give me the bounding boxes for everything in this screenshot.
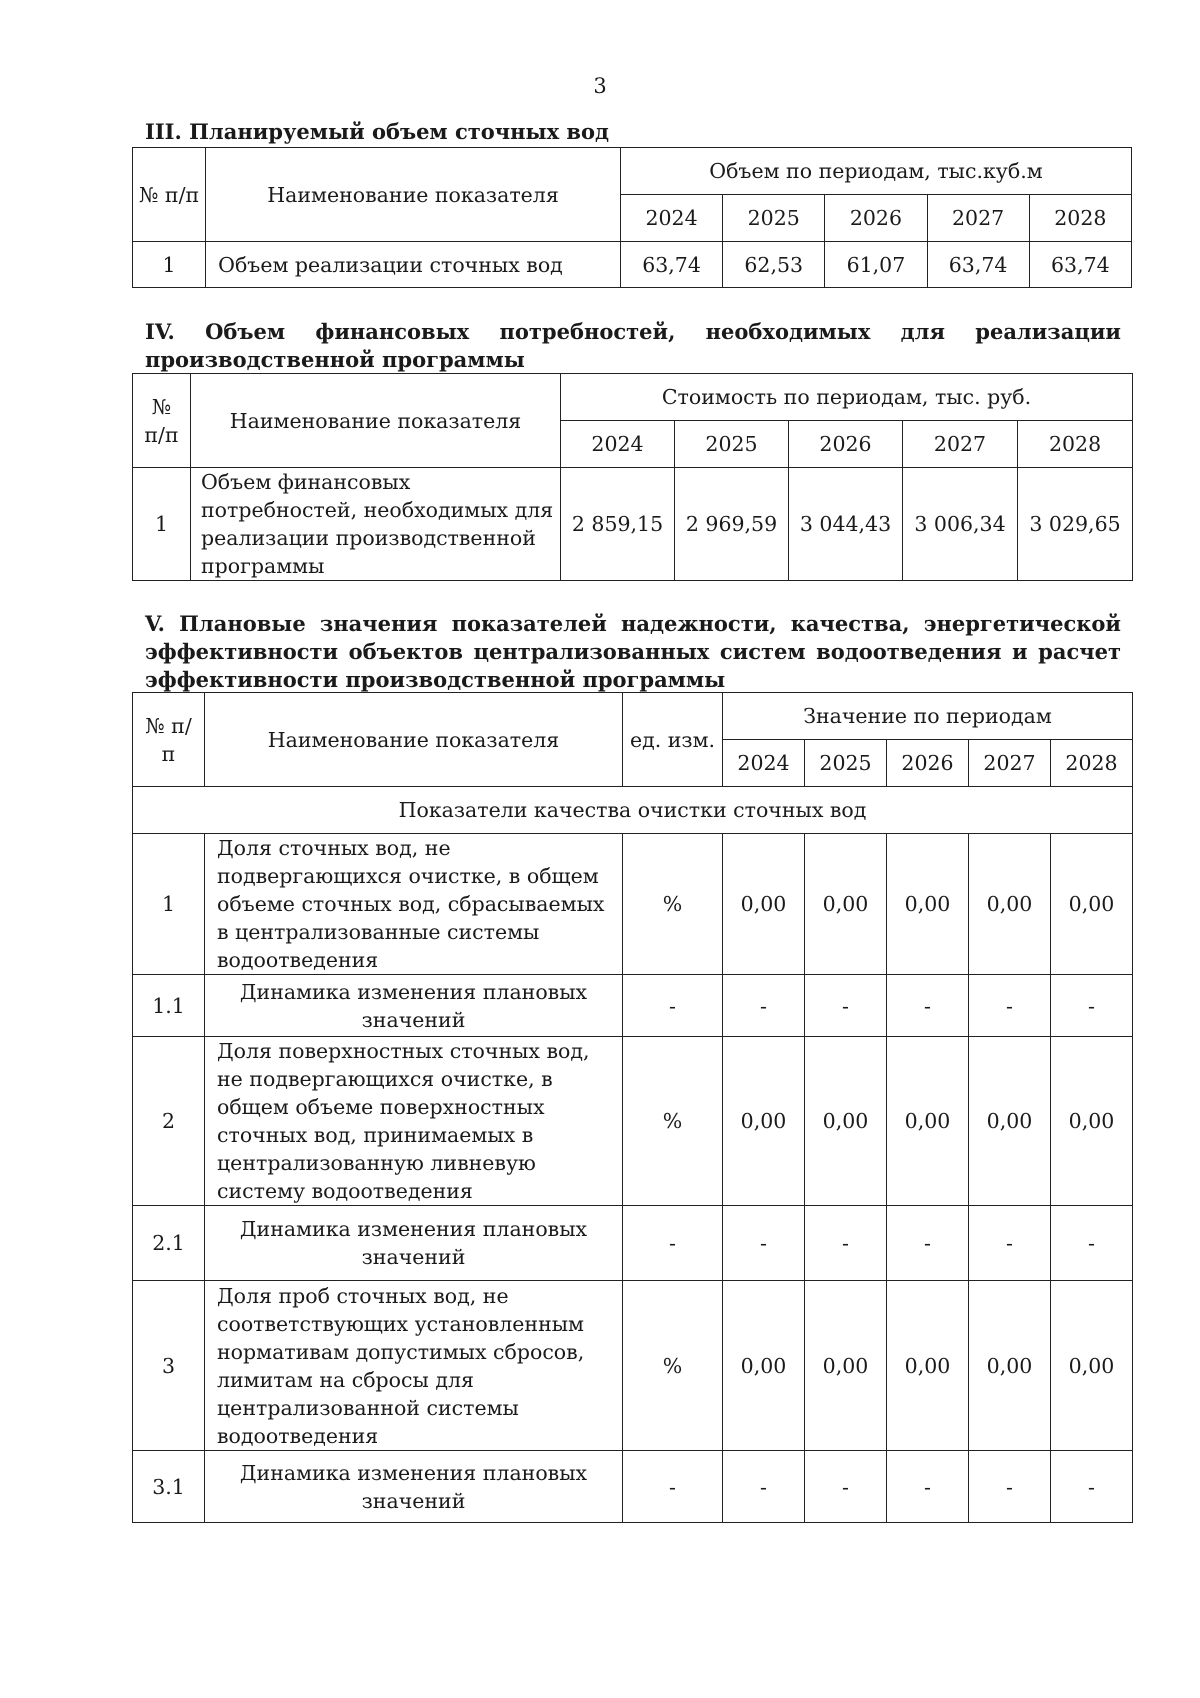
row-value: 0,00: [1051, 834, 1133, 975]
section5-year: 2028: [1051, 740, 1133, 787]
section5-year: 2026: [887, 740, 969, 787]
row-value: -: [1051, 1451, 1133, 1523]
section4-year: 2026: [789, 421, 903, 468]
section4-title: IV. Объем финансовых потребностей, необходимых для реализации производственной программы: [145, 319, 1121, 372]
table-row: [133, 975, 1133, 1037]
row-unit: %: [623, 1037, 723, 1206]
table-row: [133, 1281, 1133, 1451]
section5-year: 2025: [805, 740, 887, 787]
row-value: -: [723, 975, 805, 1037]
section4-year: 2027: [903, 421, 1018, 468]
section3-col-no: № п/п: [133, 148, 206, 242]
row-value: -: [805, 1451, 887, 1523]
row-value: -: [1051, 975, 1133, 1037]
row-value: 0,00: [969, 1281, 1051, 1451]
section5-title: V. Плановые значения показателей надежности, качества, энергетической эффективности объектов централизованных систем водоотведения и расчет эффективности производственной программы: [145, 611, 1121, 692]
row-number: 1: [133, 242, 206, 288]
row-unit: %: [623, 1281, 723, 1451]
row-unit: -: [623, 975, 723, 1037]
row-value: 2 859,15: [561, 468, 675, 581]
section4-col-group: Стоимость по периодам, тыс. руб.: [561, 374, 1133, 421]
table-row: [133, 1451, 1133, 1523]
row-value: 63,74: [927, 242, 1029, 288]
row-number: 1.1: [133, 975, 205, 1037]
table-row: [133, 468, 1133, 581]
row-number: 3: [133, 1281, 205, 1451]
section3-year: 2027: [927, 195, 1029, 242]
section5-col-name: Наименование показателя: [205, 693, 623, 787]
row-name: Доля проб сточных вод, не соответствующих установленным нормативам допустимых сбросов, лимитам на сбросы для централизованной системы водоотведения: [205, 1281, 623, 1451]
row-value: -: [887, 975, 969, 1037]
section5-year: 2027: [969, 740, 1051, 787]
row-value: 0,00: [805, 1037, 887, 1206]
row-value: 0,00: [969, 834, 1051, 975]
row-value: 0,00: [723, 1281, 805, 1451]
row-number: 3.1: [133, 1451, 205, 1523]
section3-table: [132, 147, 1132, 288]
row-name: Динамика изменения плановых значений: [205, 975, 623, 1037]
row-value: 3 006,34: [903, 468, 1018, 581]
row-name: Объем финансовых потребностей, необходимых для реализации производственной программы: [191, 468, 561, 581]
row-value: -: [805, 975, 887, 1037]
row-value: 0,00: [1051, 1037, 1133, 1206]
row-value: 63,74: [620, 242, 722, 288]
row-value: 0,00: [969, 1037, 1051, 1206]
row-unit: -: [623, 1206, 723, 1281]
section3-year: 2026: [825, 195, 927, 242]
row-name: Объем реализации сточных вод: [206, 242, 621, 288]
section4-table: [132, 373, 1133, 581]
section5-year: 2024: [723, 740, 805, 787]
section4-year: 2028: [1018, 421, 1133, 468]
row-value: 0,00: [723, 1037, 805, 1206]
row-value: 0,00: [887, 1037, 969, 1206]
section5-table: [132, 692, 1133, 1523]
row-number: 2: [133, 1037, 205, 1206]
section3-year: 2028: [1029, 195, 1131, 242]
section3-year: 2024: [620, 195, 722, 242]
row-value: 63,74: [1029, 242, 1131, 288]
row-value: -: [887, 1451, 969, 1523]
row-value: 0,00: [887, 834, 969, 975]
row-number: 2.1: [133, 1206, 205, 1281]
table-row: [133, 1037, 1133, 1206]
table-row: [133, 242, 1132, 288]
table-row: [133, 1206, 1133, 1281]
section3-col-group: Объем по периодам, тыс.куб.м: [620, 148, 1131, 195]
section3-year: 2025: [723, 195, 825, 242]
row-name: Динамика изменения плановых значений: [205, 1206, 623, 1281]
row-value: 0,00: [1051, 1281, 1133, 1451]
row-value: -: [969, 1206, 1051, 1281]
section5-col-unit: ед. изм.: [623, 693, 723, 787]
row-value: -: [805, 1206, 887, 1281]
section4-year: 2025: [675, 421, 789, 468]
row-unit: -: [623, 1451, 723, 1523]
section5-col-group: Значение по периодам: [723, 693, 1133, 740]
row-name: Доля поверхностных сточных вод, не подвергающихся очистке, в общем объеме поверхностных сточных вод, принимаемых в централизованную ливневую систему водоотведения: [205, 1037, 623, 1206]
table-row: [133, 834, 1133, 975]
row-value: 0,00: [723, 834, 805, 975]
section5-subheader: Показатели качества очистки сточных вод: [133, 787, 1133, 834]
section4-col-name: Наименование показателя: [191, 374, 561, 468]
row-value: 61,07: [825, 242, 927, 288]
page-number: 3: [593, 74, 607, 98]
row-value: 3 044,43: [789, 468, 903, 581]
row-value: -: [887, 1206, 969, 1281]
row-number: 1: [133, 468, 191, 581]
section4-year: 2024: [561, 421, 675, 468]
section3-col-name: Наименование показателя: [206, 148, 621, 242]
row-name: Доля сточных вод, не подвергающихся очистке, в общем объеме сточных вод, сбрасываемых в централизованные системы водоотведения: [205, 834, 623, 975]
row-number: 1: [133, 834, 205, 975]
row-value: 0,00: [805, 1281, 887, 1451]
section3-title: III. Планируемый объем сточных вод: [145, 119, 610, 144]
row-value: 2 969,59: [675, 468, 789, 581]
row-value: -: [723, 1451, 805, 1523]
row-name: Динамика изменения плановых значений: [205, 1451, 623, 1523]
row-value: 3 029,65: [1018, 468, 1133, 581]
section4-col-no: № п/п: [133, 374, 191, 468]
row-unit: %: [623, 834, 723, 975]
row-value: -: [969, 1451, 1051, 1523]
row-value: 0,00: [805, 834, 887, 975]
row-value: -: [723, 1206, 805, 1281]
row-value: 62,53: [723, 242, 825, 288]
section5-col-no: № п/п: [133, 693, 205, 787]
row-value: 0,00: [887, 1281, 969, 1451]
row-value: -: [1051, 1206, 1133, 1281]
row-value: -: [969, 975, 1051, 1037]
